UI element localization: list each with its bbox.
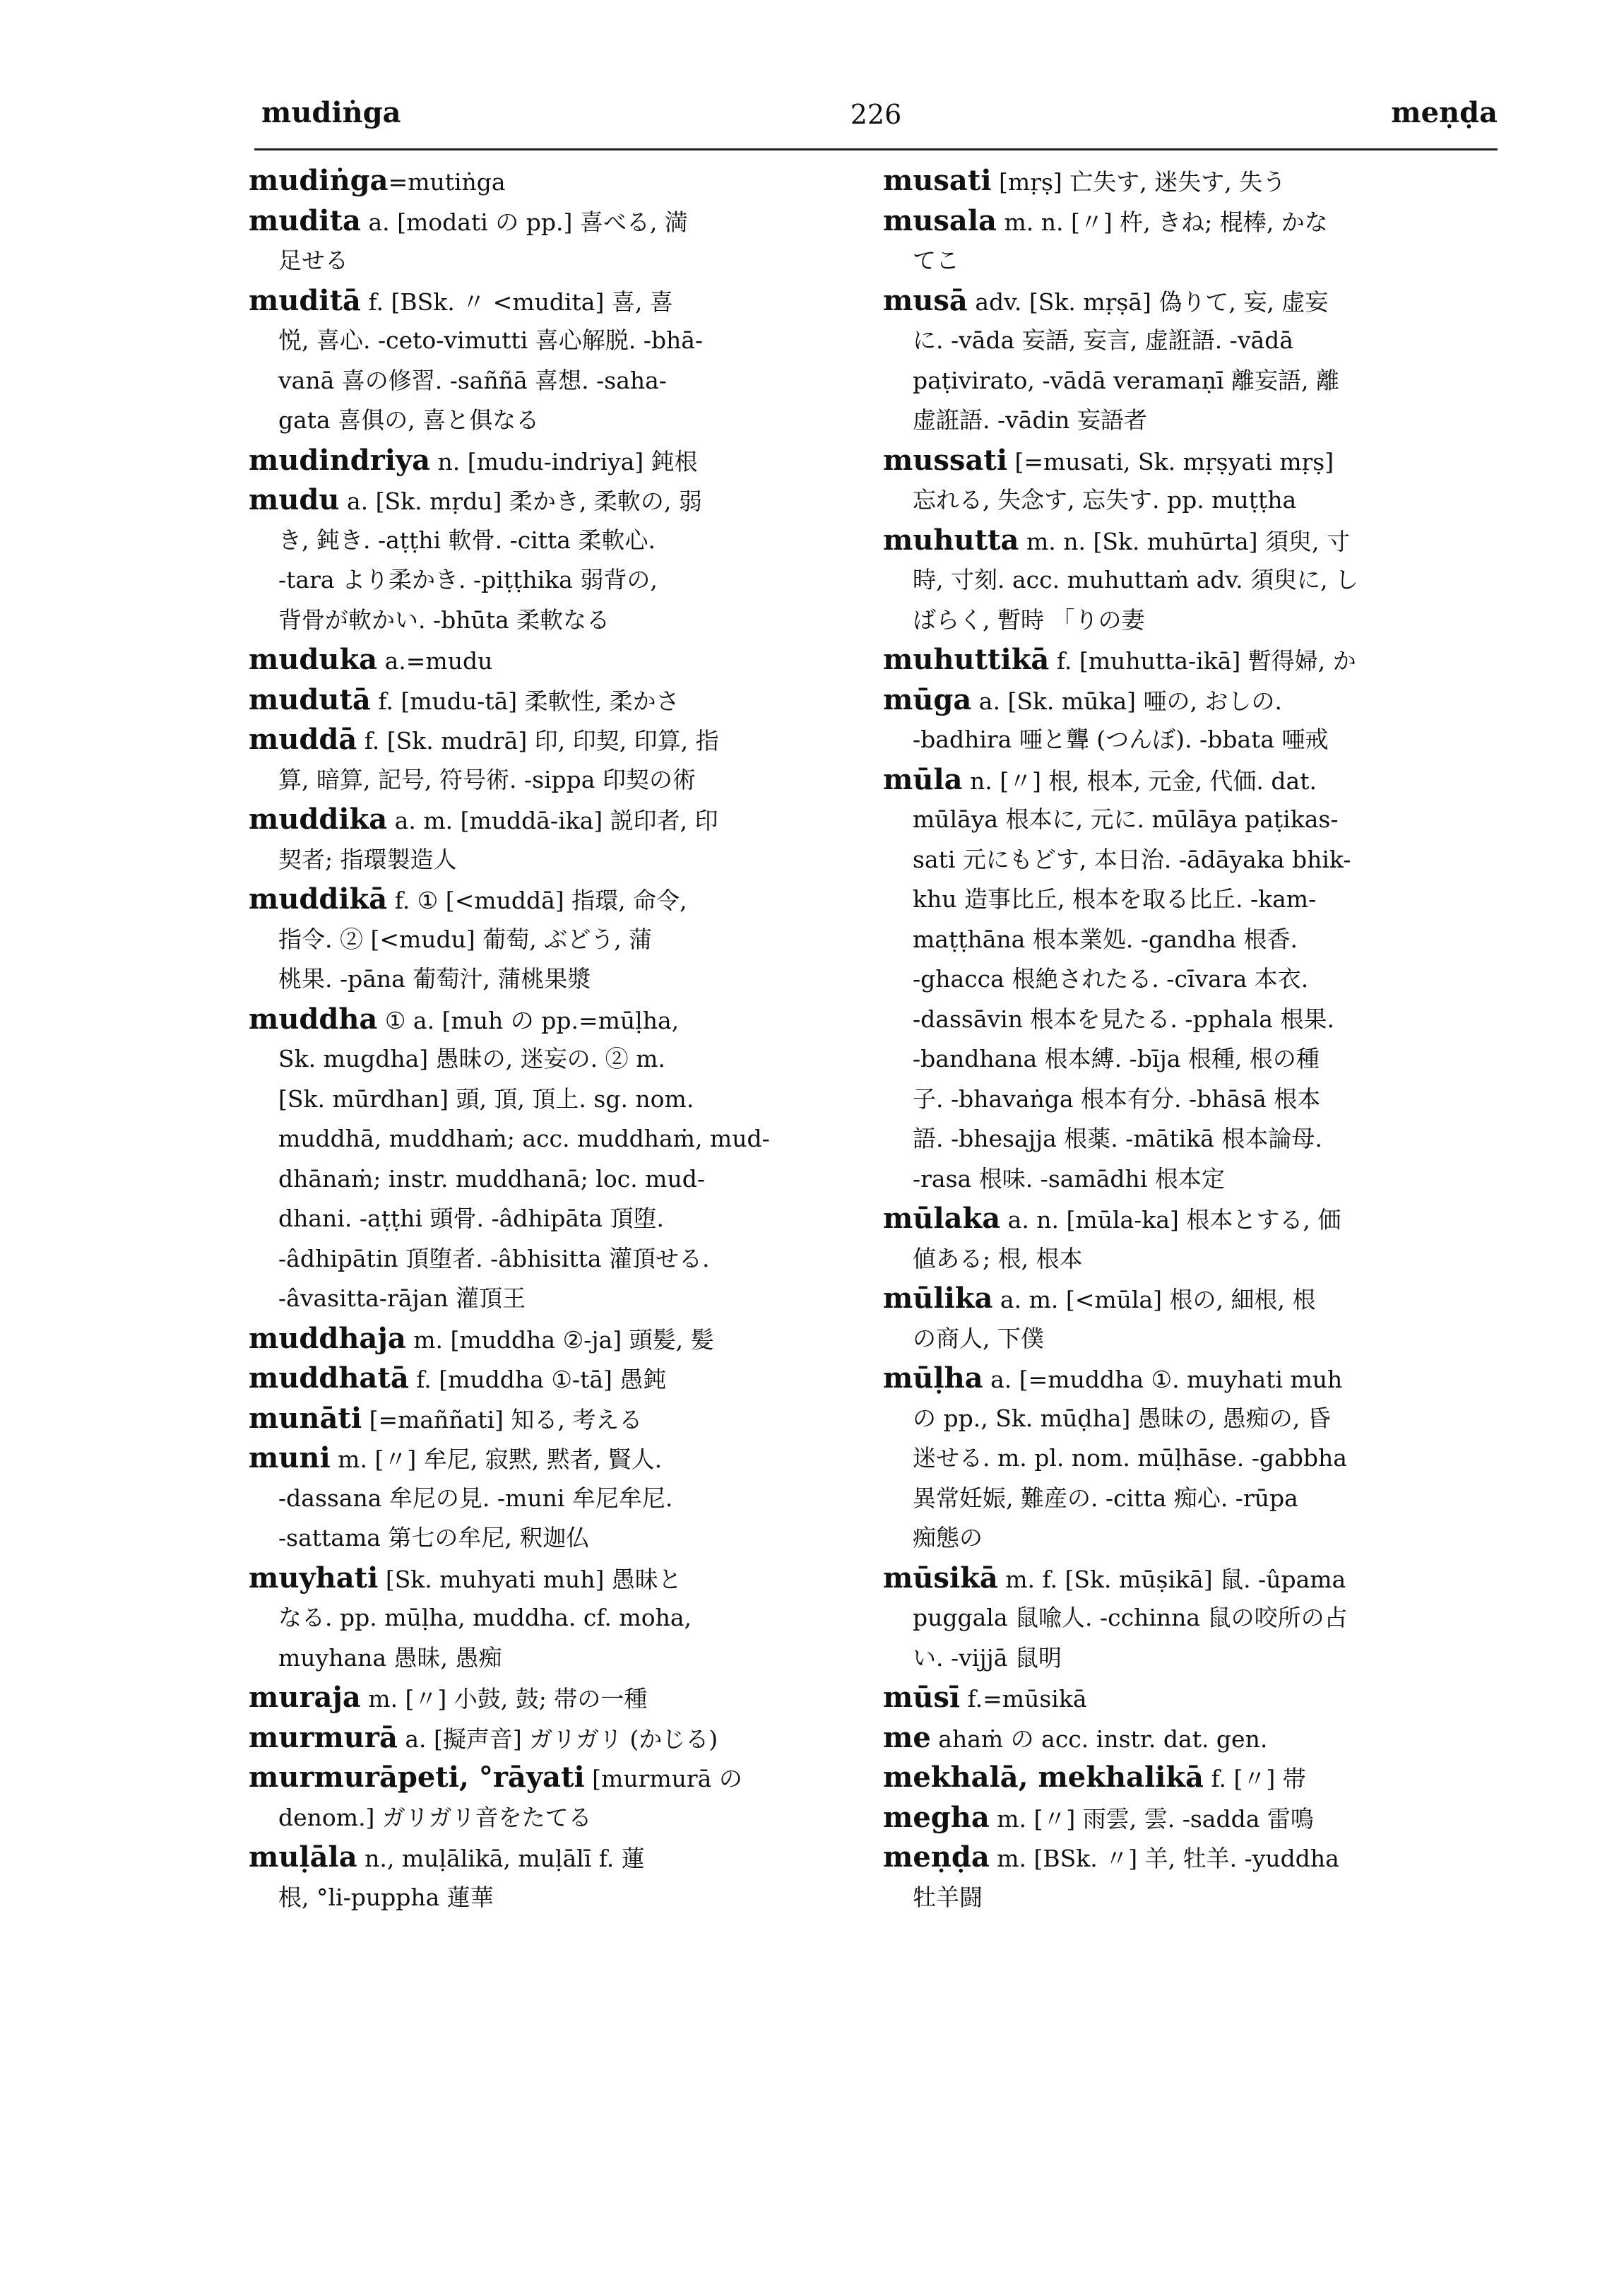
headword: muni	[249, 1441, 331, 1474]
entry-continuation-line	[249, 560, 849, 601]
definition-text: [=maññati] 知る, 考える	[362, 1405, 643, 1433]
definition-text: [mṛṣ] 亡失す, 迷失す, 失う	[991, 168, 1286, 196]
entry-continuation-line	[883, 720, 1480, 760]
headword: mūsī	[883, 1681, 961, 1714]
entry-continuation-line	[249, 1119, 849, 1159]
definition-text: の商人, 下僕	[913, 1324, 1044, 1352]
entry-line	[249, 480, 849, 521]
headword: mussati	[883, 443, 1008, 477]
headword: musā	[883, 283, 968, 317]
definition-text: 値ある; 根, 根本	[913, 1244, 1083, 1272]
entry-continuation-line	[249, 401, 849, 441]
definition-text: -dassana 牟尼の見. -muni 牟尼牟尼.	[278, 1484, 673, 1512]
entry-continuation-line	[249, 1798, 849, 1838]
entry-continuation-line	[883, 840, 1480, 880]
definition-text: m. [BSk. 〃] 羊, 牡羊. -yuddha	[989, 1845, 1339, 1872]
entry-line	[883, 1359, 1480, 1399]
entry-line	[883, 1838, 1480, 1878]
entry-line	[249, 1718, 849, 1758]
entry-continuation-line	[883, 1000, 1480, 1040]
entry-line	[249, 680, 849, 721]
headword: muhutta	[883, 523, 1019, 557]
headword: mudutā	[249, 682, 371, 716]
entry-continuation-line	[249, 361, 849, 401]
headword: mudiṅga	[249, 164, 389, 197]
entry-line	[883, 1758, 1480, 1798]
entry-continuation-line	[883, 1598, 1480, 1638]
definition-text: 痴態の	[913, 1524, 983, 1551]
definition-text: a.=mudu	[377, 647, 493, 675]
definition-text: m. n. [〃] 杵, きね; 棍棒, かな	[996, 208, 1328, 236]
entry-line	[883, 1798, 1480, 1838]
definition-text: a. m. [muddā-ika] 説印者, 印	[387, 807, 718, 834]
entry-continuation-line	[883, 601, 1480, 641]
definition-text: き, 鈍き. -aṭṭhi 軟骨. -citta 柔軟心.	[278, 526, 656, 554]
headword: me	[883, 1720, 931, 1754]
definition-text: -badhira 唖と聾 (つんぼ). -bbata 唖戒	[913, 726, 1329, 753]
entry-continuation-line	[883, 1239, 1480, 1279]
headword: muyhati	[249, 1561, 379, 1595]
entry-continuation-line	[249, 1080, 849, 1120]
headword: meṇḍa	[883, 1840, 990, 1874]
definition-text: 異常妊娠, 難産の. -citta 痴心. -rūpa	[913, 1484, 1298, 1512]
definition-text: 根, °li-puppha 蓮華	[278, 1883, 494, 1911]
definition-text: 悦, 喜心. -ceto-vimutti 喜心解脱. -bhā-	[278, 326, 704, 354]
entry-continuation-line	[249, 521, 849, 561]
entry-line	[249, 1438, 849, 1479]
entry-line	[883, 1199, 1480, 1239]
entry-continuation-line	[883, 1119, 1480, 1159]
definition-text: n. [〃] 根, 根本, 元金, 代価. dat.	[962, 767, 1317, 795]
definition-text: [Sk. mūrdhan] 頭, 頂, 頂上. sg. nom.	[278, 1084, 694, 1113]
definition-text: khu 造事比丘, 根本を取る比丘. -kam-	[913, 885, 1317, 913]
definition-text: f. [muhutta-ikā] 暫得婦, か	[1049, 647, 1356, 675]
entry-continuation-line	[883, 1438, 1480, 1479]
entry-continuation-line	[249, 241, 849, 281]
entry-continuation-line	[883, 321, 1480, 361]
entry-continuation-line	[883, 959, 1480, 1000]
entry-continuation-line	[883, 1080, 1480, 1120]
entry-line	[883, 281, 1480, 321]
headword: megha	[883, 1800, 990, 1834]
definition-text: 契者; 指環製造人	[278, 845, 457, 873]
definition-text: denom.] ガリガリ音をたてる	[278, 1803, 592, 1831]
entry-continuation-line	[249, 1878, 849, 1918]
entry-continuation-line	[883, 241, 1480, 281]
entry-line	[249, 441, 849, 481]
headword: munāti	[249, 1401, 362, 1435]
entry-continuation-line	[883, 480, 1480, 521]
headword: mūsikā	[883, 1561, 998, 1595]
definition-text: い. -vijjā 鼠明	[913, 1643, 1062, 1672]
entry-continuation-line	[249, 1159, 849, 1200]
entry-continuation-line	[249, 1039, 849, 1080]
entry-continuation-line	[249, 959, 849, 1000]
definition-text: -âvasitta-rājan 灌頂王	[278, 1284, 526, 1312]
entry-continuation-line	[883, 1039, 1480, 1080]
entry-line	[883, 1718, 1480, 1758]
headword: mekhalā, mekhalikā	[883, 1761, 1204, 1794]
entry-continuation-line	[883, 880, 1480, 920]
definition-text: 足せる	[278, 247, 348, 274]
entry-continuation-line	[883, 1479, 1480, 1519]
entry-continuation-line	[883, 920, 1480, 960]
definition-text: 忘れる, 失念す, 忘失す. pp. muṭṭha	[913, 486, 1297, 514]
headword: muddhaja	[249, 1321, 406, 1355]
definition-text: dhānaṁ; instr. muddhanā; loc. mud-	[278, 1164, 705, 1193]
entry-line	[883, 1678, 1480, 1718]
headword: mūlika	[883, 1282, 993, 1315]
entry-line	[883, 640, 1480, 680]
definition-text: 語. -bhesajja 根薬. -mātikā 根本論母.	[913, 1125, 1322, 1152]
entry-line	[249, 161, 849, 201]
definition-text: m. [〃] 牟尼, 寂黙, 黙者, 賢人.	[330, 1445, 663, 1473]
definition-text: m. n. [Sk. muhūrta] 須臾, 寸	[1019, 527, 1351, 555]
definition-text: sati 元にもどす, 本日治. -ādāyaka bhik-	[913, 845, 1351, 873]
definition-text: ahaṁ の acc. instr. dat. gen.	[930, 1725, 1268, 1753]
entry-continuation-line	[883, 1399, 1480, 1439]
definition-text: m. [muddha ②-ja] 頭髪, 髪	[405, 1325, 714, 1354]
entry-continuation-line	[249, 1239, 849, 1279]
headword: muddika	[249, 803, 388, 836]
entry-line	[883, 760, 1480, 800]
definition-text: a. [Sk. mūka] 唖の, おしの.	[971, 687, 1282, 715]
definition-text: Sk. mugdha] 愚昧の, 迷妄の. ② m.	[278, 1045, 665, 1072]
entry-continuation-line	[883, 1878, 1480, 1918]
definition-text: -bandhana 根本縛. -bīja 根種, 根の種	[913, 1045, 1320, 1072]
entry-line	[883, 201, 1480, 242]
definition-text: なる. pp. mūḷha, muddha. cf. moha,	[278, 1604, 692, 1631]
headword: muditā	[249, 283, 361, 317]
definition-text: dhani. -aṭṭhi 頭骨. -âdhipāta 頂堕.	[278, 1205, 664, 1232]
entry-continuation-line	[249, 1638, 849, 1679]
definition-text: [Sk. muhyati muh] 愚昧と	[378, 1565, 682, 1593]
entry-continuation-line	[883, 1518, 1480, 1559]
entry-continuation-line	[883, 560, 1480, 601]
entry-continuation-line	[249, 760, 849, 800]
definition-text: f. [Sk. mudrā] 印, 印契, 印算, 指	[357, 727, 719, 755]
headword: mūlaka	[883, 1202, 1001, 1235]
headword: mudita	[249, 203, 361, 237]
definition-text: 牡羊闘	[913, 1883, 983, 1911]
headword: muduka	[249, 643, 378, 676]
definition-text: a. [=muddha ①. muyhati muh	[983, 1366, 1343, 1393]
definition-text: f. [BSk. 〃 <mudita] 喜, 喜	[360, 288, 673, 316]
entry-continuation-line	[249, 1479, 849, 1519]
definition-text: -dassāvin 根本を見たる. -pphala 根果.	[913, 1005, 1334, 1033]
right-column	[883, 161, 1480, 1917]
definition-text: a. m. [<mūla] 根の, 細根, 根	[992, 1286, 1316, 1313]
definition-text: f. [muddha ①-tā] 愚鈍	[408, 1366, 667, 1393]
entry-line	[883, 441, 1480, 481]
entry-line	[249, 1838, 849, 1878]
definition-text: puggala 鼠喩人. -cchinna 鼠の咬所の占	[913, 1604, 1348, 1631]
definition-text: てこ	[913, 247, 959, 274]
definition-text: m. f. [Sk. mūṣikā] 鼠. -ûpama	[997, 1565, 1346, 1593]
definition-text: 迷せる. m. pl. nom. mūḷhāse. -gabbha	[913, 1444, 1347, 1472]
entry-line	[249, 1359, 849, 1399]
headword: muḷāla	[249, 1840, 357, 1874]
entry-continuation-line	[249, 1199, 849, 1239]
entry-continuation-line	[883, 1159, 1480, 1200]
headword: musala	[883, 203, 997, 237]
definition-text: [murmurā の	[584, 1765, 742, 1792]
headword: mudindriya	[249, 443, 431, 477]
definition-text: [=musati, Sk. mṛṣyati mṛṣ]	[1007, 447, 1334, 475]
definition-text: -tara より柔かき. -piṭṭhika 弱背の,	[278, 566, 658, 593]
headword: muddhatā	[249, 1361, 409, 1395]
definition-text: f. ① [<muddā] 指環, 命令,	[387, 887, 687, 914]
entry-line	[249, 640, 849, 680]
entry-line	[249, 1399, 849, 1439]
definition-text: 背骨が軟かい. -bhūta 柔軟なる	[278, 605, 610, 634]
definition-text: paṭivirato, -vādā veramaṇī 離妄語, 離	[913, 366, 1339, 394]
definition-text: m. [〃] 雨雲, 雲. -sadda 雷鳴	[989, 1804, 1314, 1833]
definition-text: muyhana 愚昧, 愚痴	[278, 1643, 502, 1672]
headword: muddha	[249, 1002, 378, 1036]
definition-text: -rasa 根味. -samādhi 根本定	[913, 1164, 1225, 1193]
headword: muhuttikā	[883, 643, 1050, 676]
entry-line	[883, 1279, 1480, 1319]
definition-text: 時, 寸刻. acc. muhuttaṁ adv. 須臾に, し	[913, 566, 1359, 593]
headword: murmurāpeti, °rāyati	[249, 1761, 585, 1794]
entry-continuation-line	[249, 1518, 849, 1559]
running-head-right: meṇḍa	[1391, 96, 1498, 129]
definition-text: n., muḷālikā, muḷālī f. 蓮	[357, 1845, 645, 1872]
entry-line	[249, 1758, 849, 1798]
headword: muddā	[249, 723, 357, 756]
definition-text: mūlāya 根本に, 元に. mūlāya paṭikas-	[913, 805, 1339, 833]
definition-text: の pp., Sk. mūḍha] 愚昧の, 愚痴の, 昏	[913, 1404, 1331, 1432]
entry-line	[249, 281, 849, 321]
definition-text: adv. [Sk. mṛṣā] 偽りて, 妄, 虚妄	[967, 288, 1329, 316]
definition-text: f. [〃] 帯	[1203, 1765, 1306, 1792]
headword: muraja	[249, 1681, 361, 1714]
entry-continuation-line	[883, 1319, 1480, 1359]
entry-line	[883, 161, 1480, 201]
left-column	[249, 161, 849, 1917]
headword: mūga	[883, 682, 972, 716]
definition-text: 指令. ② [<mudu] 葡萄, ぶどう, 蒲	[278, 925, 653, 953]
definition-text: f. [mudu-tā] 柔軟性, 柔かさ	[370, 687, 680, 715]
definition-text: vanā 喜の修習. -saññā 喜想. -saha-	[278, 366, 667, 394]
entry-line	[249, 1000, 849, 1040]
entry-line	[249, 1678, 849, 1718]
entry-line	[883, 521, 1480, 561]
entry-continuation-line	[249, 601, 849, 641]
entry-continuation-line	[883, 800, 1480, 840]
entry-line	[249, 720, 849, 760]
definition-text: a. [modati の pp.] 喜べる, 満	[360, 208, 688, 236]
definition-text: f.=mūsikā	[960, 1685, 1087, 1713]
definition-text: ばらく, 暫時 「りの妻	[913, 605, 1145, 634]
page-header	[254, 92, 1498, 150]
headword: mūḷha	[883, 1361, 983, 1395]
entry-line	[249, 201, 849, 242]
definition-text: -ghacca 根絶されたる. -cīvara 本衣.	[913, 965, 1309, 993]
definition-text: 子. -bhavaṅga 根本有分. -bhāsā 根本	[913, 1084, 1321, 1113]
entry-line	[249, 1559, 849, 1599]
definition-text: 算, 暗算, 記号, 符号術. -sippa 印契の術	[278, 765, 696, 793]
definition-text: に. -vāda 妄語, 妄言, 虚誑語. -vādā	[913, 326, 1293, 354]
headword: mudu	[249, 483, 340, 516]
definition-text: ① a. [muh の pp.=mūḷha,	[377, 1006, 680, 1034]
definition-text: -âdhipātin 頂堕者. -âbhisitta 灌頂せる.	[278, 1244, 710, 1272]
definition-text: 桃果. -pāna 葡萄汁, 蒲桃果漿	[278, 965, 591, 993]
running-head-left: mudiṅga	[261, 96, 401, 129]
definition-text: n. [mudu-indriya] 鈍根	[430, 447, 698, 475]
entry-continuation-line	[249, 840, 849, 880]
entry-line	[249, 880, 849, 920]
entry-line	[883, 1559, 1480, 1599]
entry-line	[249, 800, 849, 840]
headword: murmurā	[249, 1720, 398, 1754]
entry-continuation-line	[249, 1279, 849, 1319]
definition-text: gata 喜俱の, 喜と俱なる	[278, 406, 540, 434]
definition-text: a. n. [mūla-ka] 根本とする, 価	[1000, 1206, 1341, 1234]
definition-text: -sattama 第七の牟尼, 釈迦仏	[278, 1524, 590, 1551]
entry-continuation-line	[249, 920, 849, 960]
headword: musati	[883, 164, 992, 197]
entry-continuation-line	[883, 1638, 1480, 1679]
page-number: 226	[850, 99, 902, 130]
entry-continuation-line	[249, 321, 849, 361]
definition-text: maṭṭhāna 根本業処. -gandha 根香.	[913, 925, 1298, 953]
definition-text: 虚誑語. -vādin 妄語者	[913, 406, 1147, 434]
entry-continuation-line	[883, 361, 1480, 401]
definition-text: a. [Sk. mṛdu] 柔かき, 柔軟の, 弱	[339, 487, 702, 515]
definition-text: a. [擬声音] ガリガリ (かじる)	[397, 1725, 718, 1753]
entry-line	[249, 1319, 849, 1359]
definition-text: muddhā, muddhaṁ; acc. muddhaṁ, mud-	[278, 1125, 770, 1152]
definition-text: =mutiṅga	[388, 168, 506, 196]
headword: mūla	[883, 762, 963, 796]
headword: muddikā	[249, 882, 388, 916]
definition-text: m. [〃] 小鼓, 鼓; 帯の一種	[360, 1685, 648, 1713]
entry-line	[883, 680, 1480, 721]
entry-continuation-line	[249, 1598, 849, 1638]
entry-continuation-line	[883, 401, 1480, 441]
